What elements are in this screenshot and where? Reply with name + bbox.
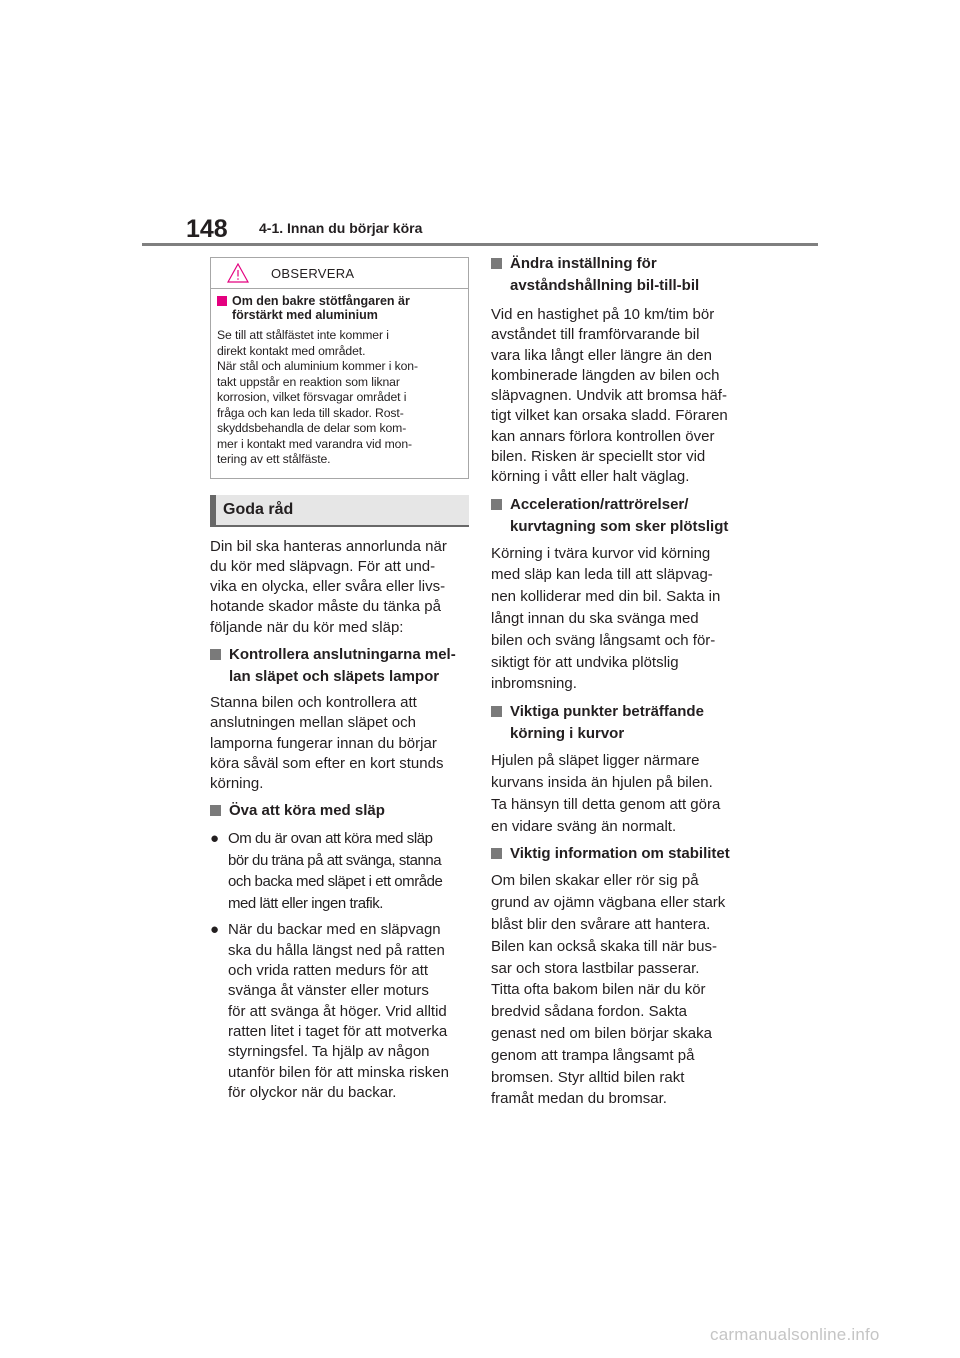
paragraph-viktiga-punkter [491,750,751,837]
paragraph-stabilitet [491,870,751,1110]
text-line: siktigt för att undvika plötslig [491,653,679,671]
text-line: Hjulen på släpet ligger närmare [491,752,700,770]
text-line: för att svänga åt höger. Vrid alltid [228,1002,447,1020]
notice-text-line: Se till att stålfästet inte kommer i [217,328,389,342]
text-line: svänga åt vänster eller moturs [228,982,429,1000]
text-line: bilen. Risken är speciellt stor vid [491,448,706,466]
goda-rad-heading: Goda råd [210,495,469,527]
text-line: Bilen kan också skaka till när bus- [491,937,717,955]
square-bullet-icon [491,848,502,859]
notice-text [217,328,462,468]
text-line: du kör med släpvagn. För att und- [210,557,436,575]
text-line: körning. [210,775,264,793]
notice-text-line: korrosion, vilket försvagar området i [217,390,407,404]
subheading-line: Ändra inställning för [510,255,657,272]
header-rule [142,243,818,246]
warning-triangle-icon [227,263,249,283]
right-column [491,253,751,1110]
notice-text-line: takt uppstår en reaktion som liknar [217,374,400,389]
text-line: tigt vilket kan orsaka sladd. Föraren [491,407,728,425]
text-line: grund av ojämn vägbana eller stark [491,894,726,912]
subheading-line: körning i kurvor [510,725,625,743]
text-line: genom att trampa långsamt på [491,1046,695,1064]
subheading-line: Kontrollera anslutningarna mel- [229,645,456,663]
subheading-line: Öva att köra med släp [229,802,385,820]
subheading-viktiga-punkter [491,701,751,745]
text-line: Stanna bilen och kontrollera att [210,693,417,711]
notice-box [210,257,469,479]
text-line: långt innan du ska svänga med [491,610,699,628]
text-line: Vid en hastighet på 10 km/tim bör [491,306,715,323]
text-line: bromsen. Styr alltid bilen rakt [491,1068,685,1086]
text-line: kombinerade längden av bilen och [491,366,720,384]
subheading-line: avståndshållning bil-till-bil [510,277,700,294]
text-line: Din bil ska hanteras annorlunda när [210,537,447,555]
text-line: köra såväl som efter en kort stunds [210,754,444,772]
subheading-line: Viktig information om stabilitet [510,845,730,863]
text-line: ska du hålla längst ned på ratten [228,941,445,959]
text-line: nen kolliderar med din bil. Sakta in [491,588,721,606]
square-bullet-icon [210,805,221,816]
text-line: Titta ofta bakom bilen när du kör [491,981,706,999]
square-bullet-icon [491,258,502,269]
notice-text-line: skyddsbehandla de delar som kom- [217,421,407,435]
text-line: en vidare sväng än normalt. [491,817,677,835]
text-line: utanför bilen för att minska risken [228,1063,449,1081]
square-bullet-icon [491,706,502,717]
page-number: 148 [186,215,228,243]
notice-text-line: När stål och aluminium kommer i kon- [217,359,418,373]
paragraph-acceleration [491,543,751,696]
bullet-item [210,920,470,1103]
subheading-line: kurvtagning som sker plötsligt [510,517,729,535]
notice-subhead-line: Om den bakre stötfångaren är [232,294,410,308]
text-line: styrningsfel. Ta hjälp av någon [228,1043,430,1061]
text-line: inbromsning. [491,675,577,693]
text-line: avståndet till framförvarande bil [491,326,700,344]
bullet-item [210,828,470,914]
text-line: och vrida ratten medurs för att [228,962,429,980]
text-line: sar och stora lastbilar passerar. [491,959,700,977]
text-line: bilen och sväng långsamt och för- [491,631,716,649]
text-line: framåt medan du bromsar. [491,1090,667,1108]
watermark-link[interactable]: carmanualsonline.info [710,1325,880,1344]
notice-subhead [217,294,462,322]
text-line: anslutningen mellan släpet och [210,714,416,732]
text-line: hotande skador måste du tänka på [210,598,441,616]
subheading-line: Acceleration/rattrörelser/ [510,495,689,513]
text-line: Ta hänsyn till detta genom att göra [491,795,721,813]
subheading-acceleration [491,494,751,538]
subheading-stabilitet [491,843,751,865]
subheading-andra [491,253,751,297]
text-line: Om du är ovan att köra med släp [228,830,433,848]
square-bullet-icon [491,499,502,510]
notice-text-line: direkt kontakt med området. [217,343,366,358]
text-line: med lätt eller ingen trafik. [228,894,383,912]
text-line: körning i vått eller halt väglag. [491,468,690,486]
pink-square-icon [217,296,227,306]
text-line: Om bilen skakar eller rör sig på [491,872,699,890]
text-line: släpvagnen. Undvik att bromsa häf- [491,387,727,405]
intro-paragraph [210,537,470,638]
text-line: bör du träna på att svänga, stanna [228,851,442,869]
text-line: följande när du kör med släp: [210,618,404,636]
text-line: lamporna fungerar innan du börjar [210,734,437,752]
text-line: vika en olycka, eller svåra eller livs- [210,578,446,596]
text-line: När du backar med en släpvagn [228,921,441,939]
bullet-dot-icon: ● [210,921,220,939]
text-line: och backa med släpet i ett område [228,873,443,891]
text-line: bredvid sådana fordon. Sakta [491,1003,687,1021]
notice-text-line: fråga och kan leda till skador. Rost- [217,405,404,420]
text-line: kan annars förlora kontrollen över [491,427,715,445]
square-bullet-icon [210,649,221,660]
bullet-dot-icon: ● [210,830,219,848]
text-line: Körning i tvära kurvor vid körning [491,544,711,562]
text-line: genast ned om bilen börjar skaka [491,1025,712,1043]
notice-subhead-line: förstärkt med aluminium [232,308,378,322]
section-title: 4-1. Innan du börjar köra [259,220,423,236]
text-line: med släp kan leda till att släpvag- [491,566,713,584]
text-line: kurvans insida än hjulen på bilen. [491,774,713,792]
paragraph-kontrollera [210,693,470,794]
notice-text-line: tering av ett stålfäste. [217,452,331,466]
paragraph-andra [491,305,751,488]
text-line: blåst blir den svårare att hantera. [491,916,711,934]
text-line: för olyckor när du backar. [228,1083,397,1101]
text-line: ratten litet i taget för att motverka [228,1022,448,1040]
subheading-line: lan släpet och släpets lampor [229,667,440,685]
subheading-kontrollera [210,644,470,688]
notice-title: OBSERVERA [271,265,355,281]
left-column [210,257,470,1103]
subheading-line: Viktiga punkter beträffande [510,703,704,721]
notice-text-line: mer i kontakt med varandra vid mon- [217,436,412,451]
text-line: vara lika långt eller längre än den [491,346,712,364]
subheading-ova [210,800,470,822]
notice-header [211,258,468,289]
